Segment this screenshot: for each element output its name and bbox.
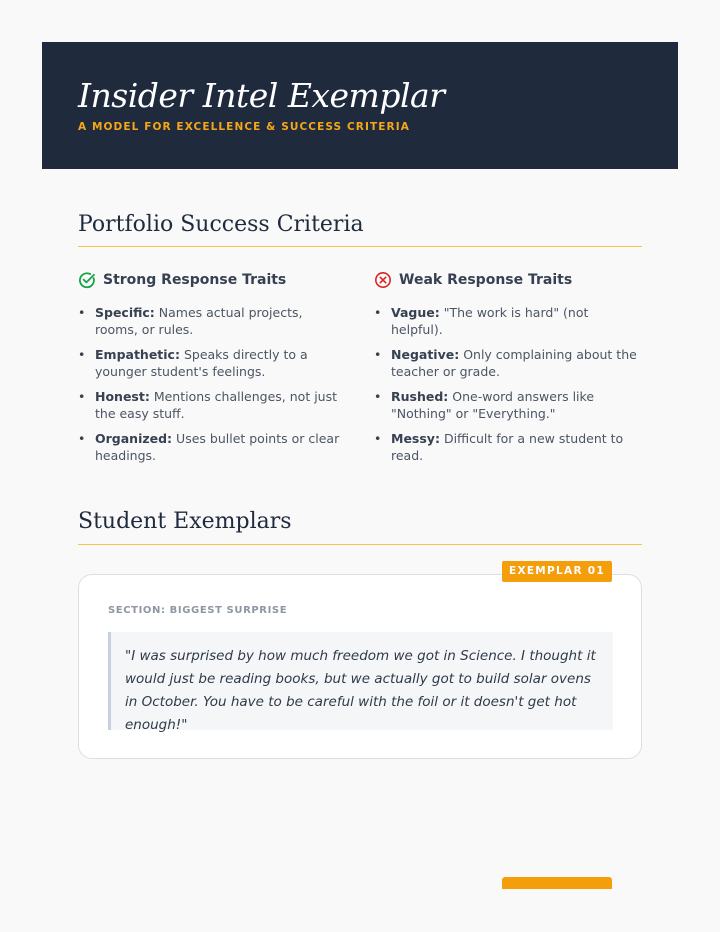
list-item: • Vague: "The work is hard" (not helpful).: [374, 305, 589, 337]
strong-traits-column: [78, 270, 348, 472]
exemplar-quote: "I was surprised by how much freedom we got in Science. I thought it would just be reading books, but we actually got to build solar ovens in October. You have to be careful with the foil or it doesn't get hot enough!": [108, 632, 613, 730]
page-header: [42, 42, 678, 169]
list-item: • Honest: Mentions challenges, not just the easy stuff.: [78, 389, 338, 421]
x-circle-icon: [374, 271, 392, 289]
page-subtitle: A MODEL FOR EXCELLENCE & SUCCESS CRITERIA: [78, 121, 410, 133]
weak-traits-header: [374, 270, 644, 290]
next-exemplar-badge: [502, 877, 612, 889]
list-item: • Empathetic: Speaks directly to a younger student's feelings.: [78, 347, 308, 379]
exemplar-section-label: SECTION: BIGGEST SURPRISE: [108, 605, 288, 616]
list-item: • Specific: Names actual projects, rooms, or rules.: [78, 305, 303, 337]
weak-traits-list: [374, 304, 644, 464]
exemplars-divider: [78, 544, 642, 545]
weak-traits-heading: Weak Response Traits: [399, 272, 573, 288]
exemplar-card: [78, 574, 642, 759]
strong-traits-header: [78, 270, 348, 290]
exemplars-section-title: Student Exemplars: [78, 509, 292, 534]
strong-traits-heading: Strong Response Traits: [103, 272, 287, 288]
criteria-divider: [78, 246, 642, 247]
list-item: • Messy: Difficult for a new student to read.: [374, 431, 624, 463]
list-item: • Negative: Only complaining about the teacher or grade.: [374, 347, 637, 379]
strong-traits-list: [78, 304, 348, 464]
exemplar-badge: EXEMPLAR 01: [502, 561, 612, 582]
check-circle-icon: [78, 271, 96, 289]
weak-traits-column: [374, 270, 644, 472]
page-title: Insider Intel Exemplar: [78, 76, 445, 115]
criteria-section-title: Portfolio Success Criteria: [78, 212, 364, 237]
list-item: • Rushed: One-word answers like "Nothing" or "Everything.": [374, 389, 595, 421]
list-item: • Organized: Uses bullet points or clear headings.: [78, 431, 340, 463]
